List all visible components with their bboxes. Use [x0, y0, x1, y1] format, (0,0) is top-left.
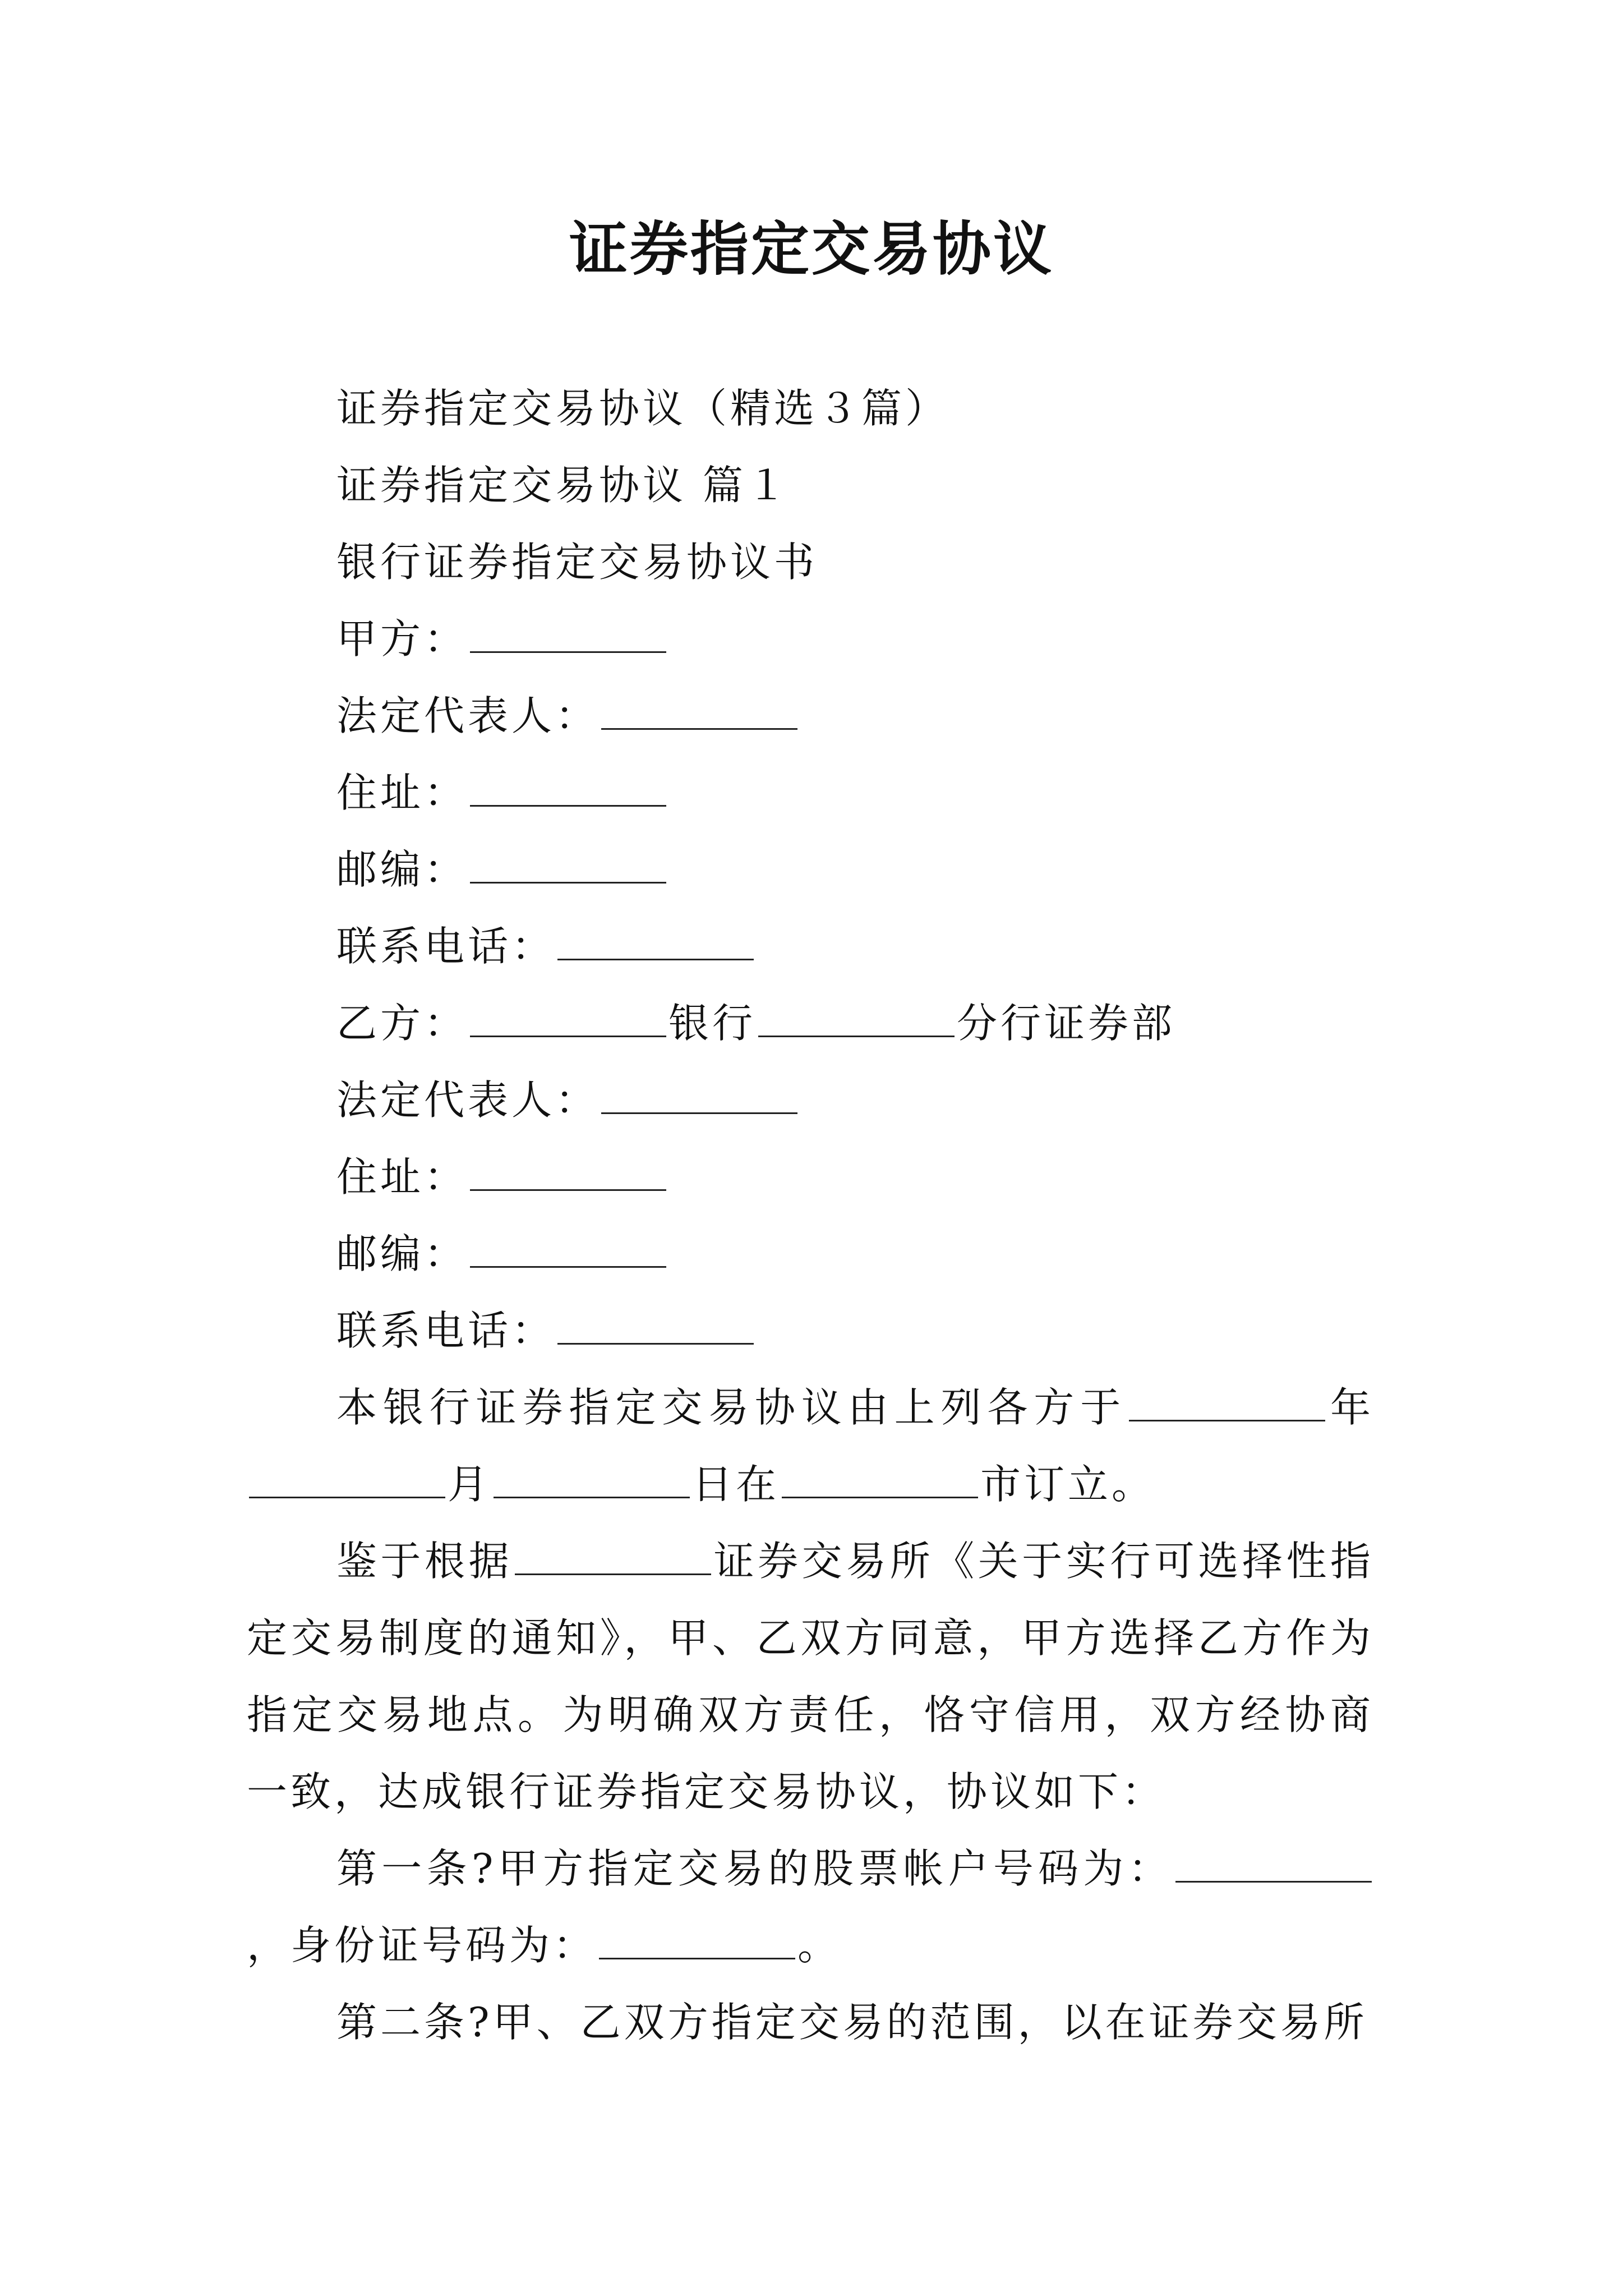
- whereas-paragraph: [247, 1523, 1374, 1830]
- party-a-address-line: [247, 754, 1374, 831]
- article-1-paragraph: [247, 1830, 1374, 1984]
- party-b-postcode-label: 邮编：: [336, 1230, 468, 1277]
- party-a-line: [247, 601, 1374, 678]
- document-title: 证券指定交易协议: [569, 214, 1054, 283]
- year-blank: [1129, 1386, 1325, 1421]
- month-label: 月: [448, 1461, 492, 1508]
- party-b-rep-line: [247, 1062, 1374, 1139]
- document-body: [247, 370, 1374, 2061]
- party-a-address-blank: [470, 771, 666, 807]
- party-a-address-label: 住址：: [336, 769, 468, 816]
- id-number-blank: [599, 1924, 795, 1959]
- party-a-phone-line: [247, 908, 1374, 985]
- section-heading: 证券指定交易协议 篇１: [336, 462, 790, 509]
- article-1-text-3: 。: [797, 1922, 842, 1969]
- party-b-address-blank: [470, 1156, 666, 1191]
- exchange-blank: [515, 1540, 711, 1575]
- party-b-bank-blank: [758, 1002, 955, 1037]
- signing-paragraph: [247, 1369, 1374, 1523]
- month-blank: [249, 1463, 445, 1498]
- city-blank: [782, 1463, 978, 1498]
- party-b-postcode-blank: [470, 1232, 666, 1268]
- party-b-postcode-line: [247, 1216, 1374, 1292]
- party-b-rep-blank: [601, 1079, 797, 1114]
- party-a-rep-line: [247, 678, 1374, 754]
- article-2-paragraph: 第二条?甲、乙双方指定交易的范围，以在证券交易所: [336, 1999, 1368, 2046]
- party-b-address-label: 住址：: [336, 1153, 468, 1200]
- agreement-name: 银行证券指定交易协议书: [336, 539, 818, 586]
- party-a-blank: [470, 618, 666, 653]
- account-number-blank: [1175, 1847, 1372, 1883]
- party-b-line: [247, 985, 1374, 1062]
- party-a-rep-label: 法定代表人：: [336, 692, 600, 739]
- party-a-phone-blank: [557, 925, 754, 960]
- party-b-blank: [470, 1002, 666, 1037]
- article-1-text-1: 第一条?甲方指定交易的股票帐户号码为：: [336, 1845, 1173, 1892]
- party-a-postcode-line: [247, 831, 1374, 908]
- day-label: 日在: [692, 1461, 780, 1508]
- document-subtitle: 证券指定交易协议（精选３篇）: [336, 385, 949, 432]
- party-a-phone-label: 联系电话：: [336, 923, 556, 970]
- party-b-label: 乙方：: [336, 1000, 468, 1047]
- party-b-phone-line: [247, 1292, 1374, 1369]
- whereas-text-2: 证券交易所《关于实行可选择性指定交易制度的通知》，甲、乙双方同意，甲方选择乙方作为指定交易地点。为明确双方责任，恪守信用，双方经协商一致，达成银行证券指定交易协议，协议如下：: [247, 1538, 1374, 1815]
- year-label: 年: [1327, 1384, 1374, 1431]
- party-b-bank-label: 银行: [668, 1000, 757, 1047]
- city-label: 市订立。: [980, 1461, 1156, 1508]
- signing-text: 本银行证券指定交易协议由上列各方于: [336, 1384, 1127, 1431]
- party-b-phone-blank: [557, 1309, 754, 1345]
- party-b-address-line: [247, 1139, 1374, 1216]
- party-a-rep-blank: [601, 694, 797, 730]
- party-a-label: 甲方：: [336, 615, 468, 662]
- party-b-branch-label: 分行证券部: [957, 1000, 1176, 1047]
- article-1-text-2: ，身份证号码为：: [247, 1922, 597, 1969]
- party-b-rep-label: 法定代表人：: [336, 1076, 600, 1124]
- party-a-postcode-blank: [470, 848, 666, 884]
- party-a-postcode-label: 邮编：: [336, 846, 468, 893]
- whereas-text-1: 鉴于根据: [336, 1538, 513, 1585]
- party-b-phone-label: 联系电话：: [336, 1307, 556, 1354]
- day-blank: [494, 1463, 690, 1498]
